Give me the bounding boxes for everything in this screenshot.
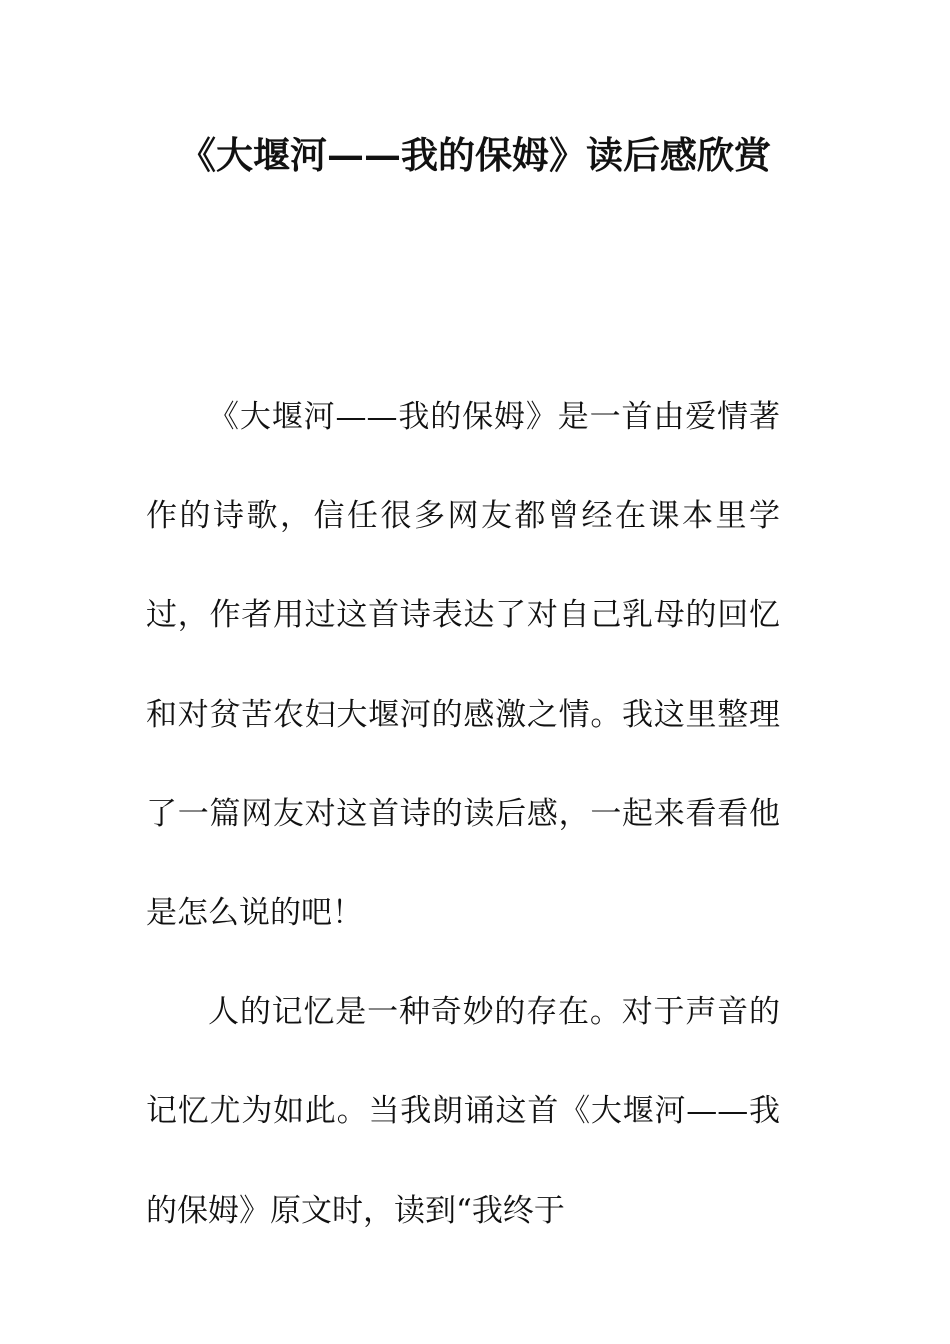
paragraph-intro: 《大堰河——我的保姆》是一首由爱情著作的诗歌，信任很多网友都曾经在课本里学过，作者用过这首诗表达了对自己乳母的回忆和对贫苦农妇大堰河的感激之情。我这里整理了一篇网友对这首诗的读后感，一起来看看他是怎么说的吧！ bbox=[146, 399, 780, 932]
document-body bbox=[146, 368, 780, 1261]
paragraph-memory: 人的记忆是一种奇妙的存在。对于声音的记忆尤为如此。当我朗诵这首《大堰河——我的保姆》原文时，读到“我终于 bbox=[146, 994, 780, 1229]
document-title: 《大堰河——我的保姆》读后感欣赏 bbox=[179, 133, 771, 177]
